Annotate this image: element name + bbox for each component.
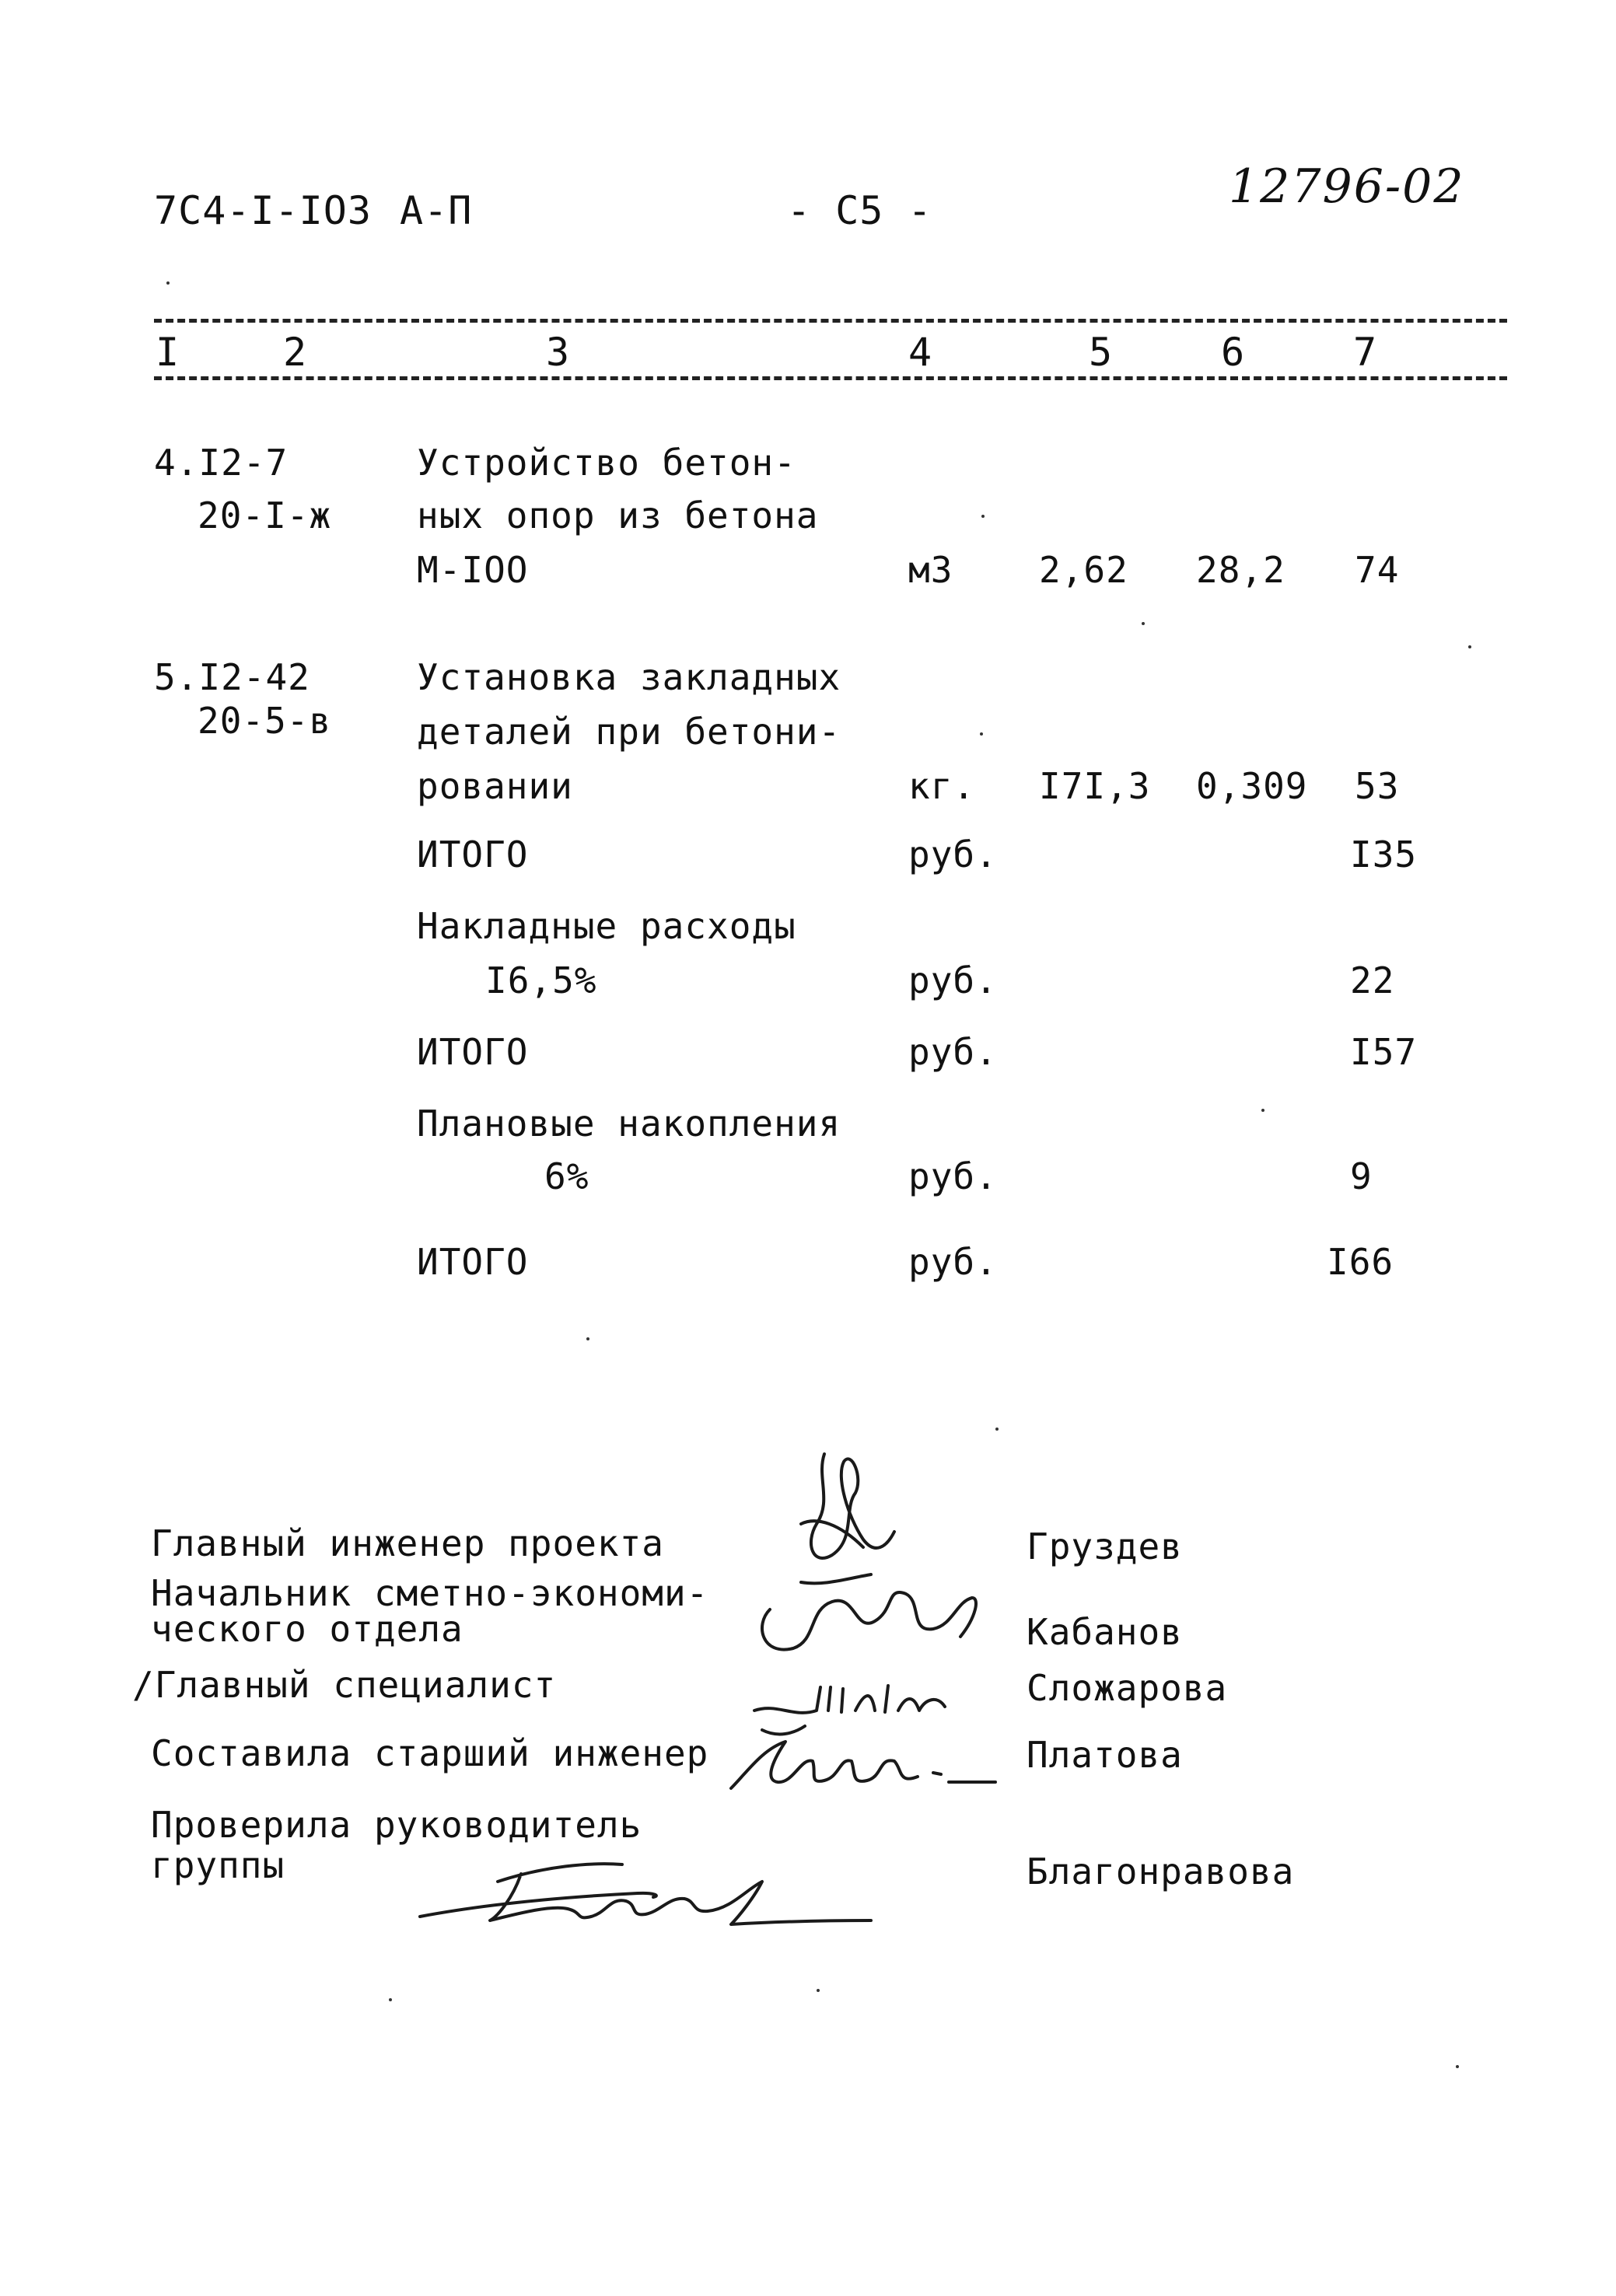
document-code: 7С4-I-IO3	[154, 188, 372, 233]
signature-blagonravova	[404, 1850, 887, 1944]
column-number-6: 6	[1221, 330, 1245, 375]
signature-platova	[715, 1726, 1011, 1804]
grand-total-value: I66	[1327, 1241, 1394, 1283]
total-unit: руб.	[908, 1241, 998, 1283]
handwritten-number: 12796-02	[1229, 159, 1465, 214]
row-price: 28,2	[1196, 549, 1285, 591]
row-description: ных опор из бетона	[417, 494, 819, 536]
signatory-position: Составила старший инженер	[151, 1732, 709, 1774]
page-number: - С5 -	[787, 188, 932, 233]
overhead-label: Накладные расходы	[417, 905, 796, 947]
total-value: I35	[1350, 833, 1418, 875]
row-quantity: I7I,3	[1039, 765, 1151, 807]
row-quantity: 2,62	[1039, 549, 1128, 591]
column-number-7: 7	[1353, 330, 1377, 375]
column-number-5: 5	[1089, 330, 1113, 375]
scan-speck	[980, 732, 983, 736]
total-unit: руб.	[908, 959, 998, 1001]
row-description: ровании	[417, 765, 573, 807]
scan-speck	[1142, 622, 1145, 625]
signatory-position: ческого отдела	[151, 1608, 463, 1650]
signatory-position: /Главный специалист	[132, 1664, 557, 1706]
scan-speck	[166, 281, 170, 285]
total-unit: руб.	[908, 1031, 998, 1073]
column-number-2: 2	[283, 330, 307, 375]
row-code: 4.I2-7	[154, 442, 289, 484]
signatory-position: Главный инженер проекта	[151, 1522, 664, 1564]
signatory-name: Сложарова	[1027, 1667, 1228, 1709]
scan-speck	[1468, 645, 1471, 648]
signature-kabanov	[739, 1563, 1003, 1664]
row-price: 0,309	[1196, 765, 1308, 807]
overhead-rate: I6,5%	[485, 959, 597, 1001]
sheet-mark: А-П	[400, 188, 473, 233]
total-value: I57	[1350, 1031, 1418, 1073]
grand-total-label: ИТОГО	[417, 1241, 529, 1283]
scan-speck	[981, 515, 985, 518]
row-code: 20-5-в	[198, 700, 332, 742]
total-unit: руб.	[908, 1155, 998, 1197]
scan-speck	[586, 1337, 589, 1340]
row-description: Устройство бетон-	[417, 442, 796, 484]
planned-savings-label: Плановые накопления	[417, 1103, 841, 1145]
total-value: 22	[1350, 959, 1395, 1001]
row-unit: м3	[908, 549, 953, 591]
signatory-position: Проверила руководитель	[151, 1804, 642, 1846]
scan-speck	[817, 1989, 820, 1992]
scan-speck	[1261, 1109, 1264, 1112]
total-unit: руб.	[908, 833, 998, 875]
row-unit: кг.	[908, 765, 976, 807]
signatory-name: Груздев	[1027, 1525, 1183, 1567]
row-code: 20-I-ж	[198, 494, 332, 536]
signatory-name: Благонравова	[1027, 1850, 1295, 1892]
column-number-1: I	[156, 330, 180, 375]
total-label: ИТОГО	[417, 833, 529, 875]
row-description: Установка закладных	[417, 656, 841, 698]
table-header-rule	[154, 376, 1507, 380]
table-top-rule	[154, 319, 1507, 323]
signatory-position: Начальник сметно-экономи-	[151, 1572, 709, 1614]
scan-speck	[389, 1998, 392, 2001]
column-number-4: 4	[908, 330, 932, 375]
total-label: ИТОГО	[417, 1031, 529, 1073]
planned-savings-rate: 6%	[544, 1155, 589, 1197]
row-description: деталей при бетони-	[417, 711, 841, 753]
scan-speck	[1456, 2065, 1459, 2068]
row-total: 74	[1355, 549, 1400, 591]
signatory-name: Платова	[1027, 1734, 1183, 1776]
column-number-3: 3	[546, 330, 570, 375]
total-value: 9	[1350, 1155, 1373, 1197]
signatory-position: группы	[151, 1844, 285, 1886]
signatory-name: Кабанов	[1027, 1611, 1183, 1653]
row-description: М-IOO	[417, 549, 529, 591]
row-total: 53	[1355, 765, 1400, 807]
row-code: 5.I2-42	[154, 656, 310, 698]
scan-speck	[995, 1428, 999, 1431]
